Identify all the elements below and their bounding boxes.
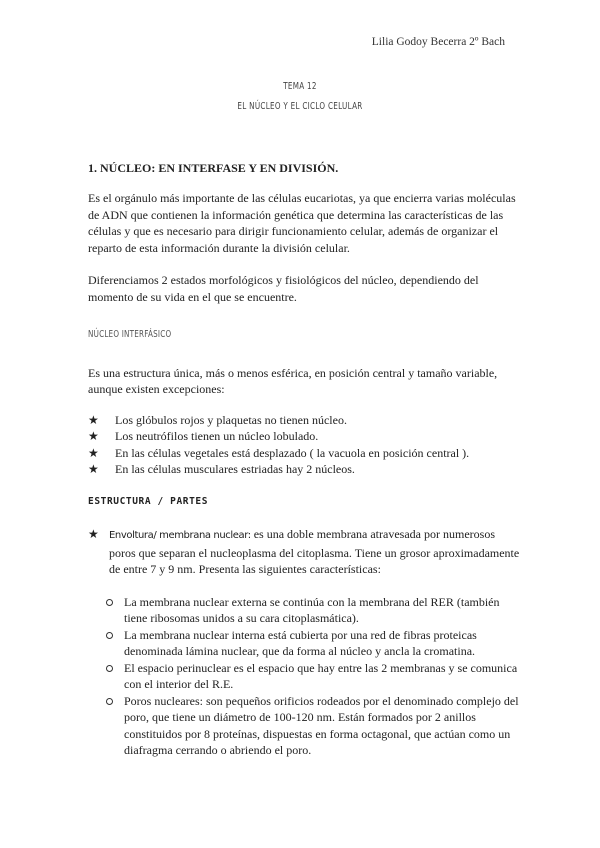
star-bullet-icon: ★ (88, 412, 99, 427)
exceptions-list (88, 412, 520, 478)
paragraph: Es una estructura única, más o menos esférica, en posición central y tamaño variable, aunque existen excepciones: (88, 365, 498, 396)
author-name: Lilia Godoy Becerra 2º Bach (371, 36, 505, 48)
circle-bullet-icon (106, 665, 113, 672)
subsection-heading: NÚCLEO INTERFÁSICO (88, 329, 172, 340)
list-item: ★ En las células vegetales está desplazado ( la vacuola en posición central ). (88, 445, 470, 460)
list-item: El espacio perinuclear es el espacio que hay entre las 2 membranas y se comunica con el interior del R.E. (106, 660, 520, 693)
paragraph: Es el orgánulo más importante de las células eucariotas, ya que encierra varias moléculas de ADN que contienen la información genética que determina las características de las células y que es necesario para dirigir funcionamiento celular, además de organizar el reparto de esta información durante la división celular. (88, 191, 516, 255)
list-item: ★ Los glóbulos rojos y plaquetas no tienen núcleo. (88, 412, 347, 427)
envelope-text: es una doble membrana atravesada por numerosos poros que separan el nucleoplasma del citoplasma. Tiene un grosor aproximadamente de entre 7 y 9 nm. Presenta las siguientes características: (109, 527, 520, 576)
features-list (106, 594, 520, 759)
envelope-label: Envoltura/ membrana nuclear: (109, 530, 251, 541)
title-block (0, 77, 600, 117)
paragraph: Diferenciamos 2 estados morfológicos y fisiológicos del núcleo, dependiendo del momento de su vida en el que se encuentre. (88, 273, 479, 304)
star-bullet-icon: ★ (88, 527, 99, 541)
tema-title: TEMA 12 (283, 81, 317, 92)
circle-bullet-icon (106, 632, 113, 639)
list-item: La membrana nuclear externa se continúa con la membrana del RER (también tiene ribosomas unidos a su cara citoplasmática). (106, 594, 520, 627)
circle-bullet-icon (106, 698, 113, 705)
structure-heading: ESTRUCTURA / PARTES (88, 495, 209, 507)
chapter-subtitle: EL NÚCLEO Y EL CICLO CELULAR (237, 101, 363, 112)
star-bullet-icon: ★ (88, 445, 99, 460)
list-item: ★ En las células musculares estriadas hay 2 núcleos. (88, 462, 355, 476)
envelope-item (88, 526, 520, 578)
star-bullet-icon: ★ (88, 429, 99, 443)
list-item: ★ Los neutrófilos tienen un núcleo lobulado. (88, 429, 319, 443)
list-item: Poros nucleares: son pequeños orificios rodeados por el denominado complejo del poro, que tiene un diámetro de 100-120 nm. Están formados por 2 anillos constituidos por 8 proteínas, dispuestas en forma octagonal, que actúan como un diafragma cerrando o abriendo el poro. (106, 693, 520, 759)
circle-bullet-icon (106, 599, 113, 606)
document-body (88, 160, 520, 759)
list-item: La membrana nuclear interna está cubierta por una red de fibras proteicas denominada lámina nuclear, que da forma al núcleo y ancla la cromatina. (106, 627, 520, 660)
star-bullet-icon: ★ (88, 462, 99, 476)
section-heading: 1. NÚCLEO: EN INTERFASE Y EN DIVISIÓN. (88, 161, 339, 175)
